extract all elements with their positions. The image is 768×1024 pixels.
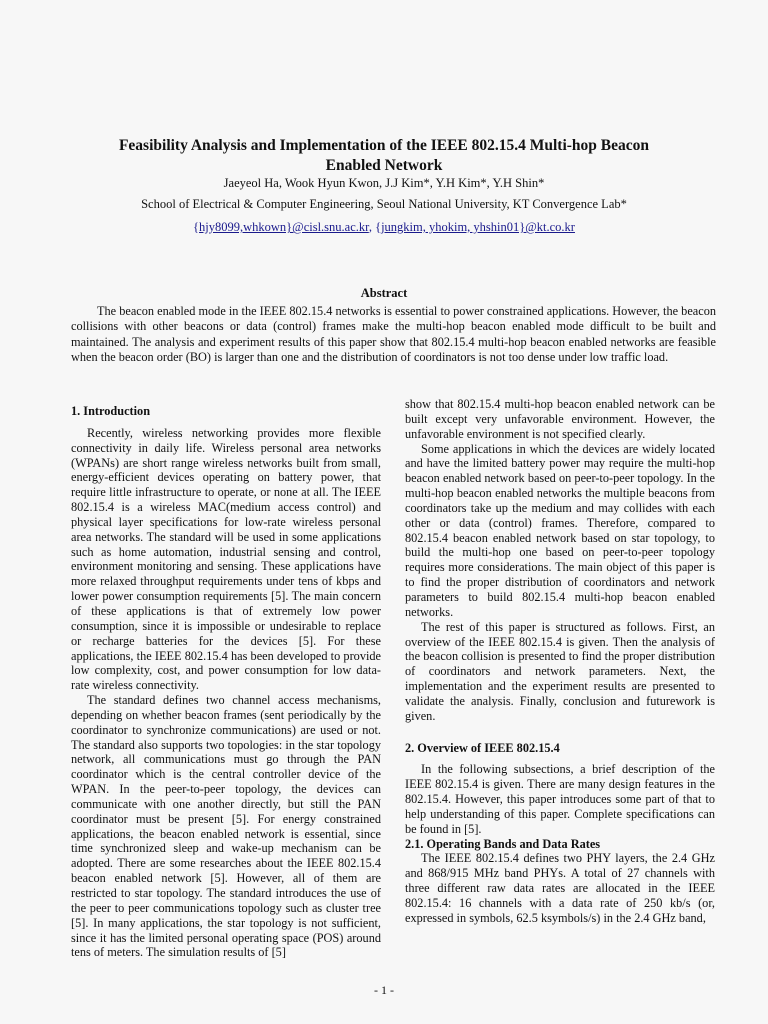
email-brace-open: { <box>193 220 200 234</box>
email-separator: , { <box>368 220 382 234</box>
paragraph-intro-2: The standard defines two channel access mechanisms, depending on whether beacon frames (sent periodically by the coordinator to synchronize communications) are used or not. The standard also supports two topologies: in the star topology network, all communications must go through the PAN coordinator which is the central controller device of the WPAN. In the peer-to-peer topology, the devices can communicate with one another directly, but still the PAN coordinator must be present [5]. For energy constrained applications, the beacon enabled network is essential, since time synchronized sleep and wake-up mechanism can be adopted. There are some researches about the IEEE 802.15.4 beacon enabled network [5]. However, all of them are restricted to star topology. The standard introduces the use of the peer to peer communications topology such as cluster tree [5]. In many applications, the star topology is not sufficient, since it has the limited personal operating space (POS) around tens of meters. The simulation results of [5] <box>71 693 381 960</box>
title-line-1: Feasibility Analysis and Implementation of the IEEE 802.15.4 Multi-hop Beacon <box>118 137 650 154</box>
subsection-heading-operating-bands: 2.1. Operating Bands and Data Rates <box>405 836 601 851</box>
paragraph-intro-5: The rest of this paper is structured as follows. First, an overview of the IEEE 802.15.4 is given. Then the analysis of the beacon collision is presented to find the proper distribution of coordinators and network parameters. Next, the implementation and the experiment results are presented to validate the analysis. Finally, conclusion and futurework is given. <box>405 619 715 723</box>
email-line <box>70 219 698 235</box>
email-link-snu[interactable]: hjy8099,whkown}@cisl.snu.ac.kr <box>199 220 369 234</box>
page-number: - 1 - <box>374 983 394 997</box>
right-column <box>405 397 715 926</box>
section-gap <box>405 724 715 741</box>
left-column <box>71 404 381 960</box>
paper-title <box>70 136 698 176</box>
paragraph-intro-3: show that 802.15.4 multi-hop beacon enabled network can be built except very unfavorable environment. However, the unfavorable environment is not specified clearly. <box>405 397 715 441</box>
paragraph-intro-1: Recently, wireless networking provides more flexible connectivity in daily life. Wireless personal area networks (WPANs) are short range wireless networks built from small, energy-efficient devices operating on battery power, that require little infrastructure to operate, or none at all. The IEEE 802.15.4 is a wireless MAC(medium access control) and physical layer specifications for low-rate wireless personal area networks. The standard will be used in some applications such as home automation, industrial sensing and control, environment monitoring and sensing. These applications have more relaxed throughput requirements under tens of kbps and lower power consumption requirements [5]. The main concern of these applications is that of extremely low power consumption, since it is impossible or undesirable to replace or recharge batteries for the devices [5]. For these applications, the IEEE 802.15.4 has been developed to provide low complexity, cost, and power consumption for low data-rate wireless connectivity. <box>71 425 381 693</box>
email-link-kt[interactable]: jungkim, yhokim, yhshin01}@kt.co.kr <box>381 220 575 234</box>
section-heading-introduction: 1. Introduction <box>71 404 151 418</box>
author-list: Jaeyeol Ha, Wook Hyun Kwon, J.J Kim*, Y.H Kim*, Y.H Shin* <box>223 176 545 190</box>
paragraph-overview: In the following subsections, a brief description of the IEEE 802.15.4 is given. There are many design features in the 802.15.4. However, this paper introduces some part of that to help understanding of this paper. Complete specifications can be found in [5]. <box>405 762 715 836</box>
abstract-body: The beacon enabled mode in the IEEE 802.15.4 networks is essential to power constrained applications. However, the beacon collisions with other beacons or data (control) frames make the multi-hop beacon enabled mode difficult to be built and maintained. The analysis and experiment results of this paper show that 802.15.4 multi-hop beacon enabled networks are feasible when the beacon order (BO) is larger than one and the distribution of coordinators is not too dense under low traffic load. <box>71 304 716 365</box>
affiliation: School of Electrical & Computer Engineering, Seoul National University, KT Convergence Lab* <box>141 197 627 211</box>
section-heading-overview: 2. Overview of IEEE 802.15.4 <box>405 740 560 755</box>
abstract-heading: Abstract <box>360 286 408 300</box>
paragraph-intro-4: Some applications in which the devices are widely located and have the limited battery power may require the multi-hop beacon enabled network based on peer-to-peer topology. In the multi-hop beacon enabled networks the multiple beacons from coordinators take up the medium and may collides with each other or data (control) frames. Therefore, compared to 802.15.4 beacon enabled network based on star topology, to build the multi-hop one based on peer-to-peer topology requires more considerations. The main object of this paper is to find the proper distribution of coordinators and network parameters to build 802.15.4 multi-hop beacon enabled networks. <box>405 441 715 619</box>
title-line-2: Enabled Network <box>325 157 443 174</box>
paragraph-operating-bands: The IEEE 802.15.4 defines two PHY layers, the 2.4 GHz and 868/915 MHz band PHYs. A total of 27 channels with three different raw data rates are allocated in the IEEE 802.15.4: 16 channels with a data rate of 250 kb/s (or, expressed in symbols, 62.5 ksymbols/s) in the 2.4 GHz band, <box>405 851 715 925</box>
